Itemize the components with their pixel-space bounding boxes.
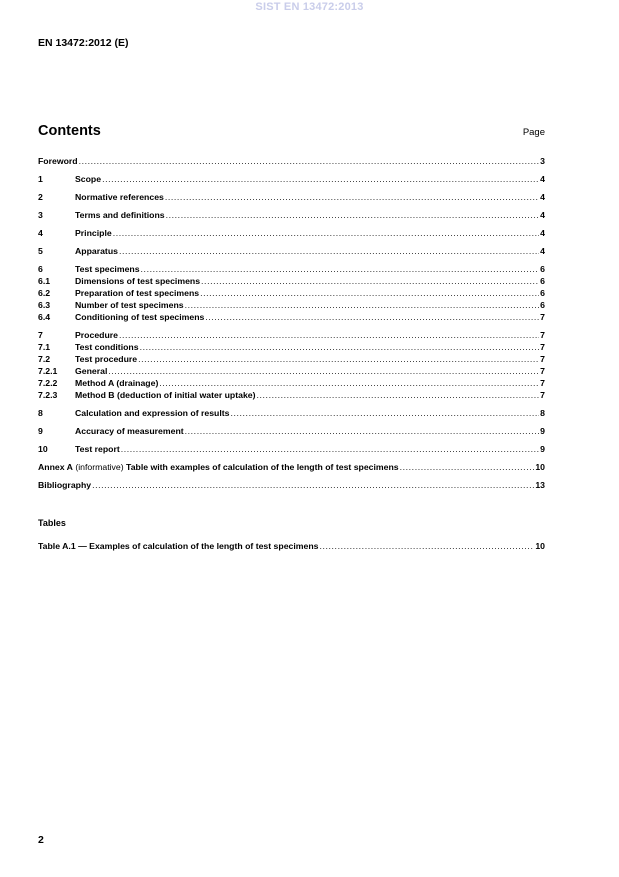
toc-entry-title: Test report: [75, 444, 120, 454]
toc-entry-number: 2: [38, 192, 43, 202]
page-column-heading: Page: [522, 127, 545, 138]
toc-entry-number: 4: [38, 228, 43, 238]
toc-entry-normative-references[interactable]: [38, 191, 545, 203]
toc-entry-number: 7.2.3: [38, 390, 58, 400]
toc-entry-page: 13: [535, 480, 545, 490]
toc-entry-number: 7.1: [38, 342, 51, 352]
leader-dots: [121, 443, 539, 455]
toc-entry-test-procedure[interactable]: [38, 353, 545, 365]
toc-entry-number: 7.2: [38, 354, 51, 364]
leader-dots: [257, 389, 540, 401]
leader-dots: [230, 407, 539, 419]
leader-dots: [119, 245, 539, 257]
leader-dots: [113, 227, 539, 239]
annex-label: Annex A: [38, 462, 73, 472]
toc-entry-conditioning[interactable]: [38, 311, 545, 323]
toc-entry-page: 7: [540, 390, 545, 400]
toc-entry-method-a[interactable]: [38, 377, 545, 389]
annex-note: (informative): [72, 462, 127, 472]
toc-entry-title: Normative references: [75, 192, 164, 202]
toc-entry-page: 4: [540, 174, 545, 184]
toc-entry-page: 6: [540, 288, 545, 298]
leader-dots: [92, 479, 534, 491]
toc-entry-page: 4: [540, 192, 545, 202]
leader-dots: [200, 287, 539, 299]
toc-entry-method-b[interactable]: [38, 389, 545, 401]
leader-dots: [201, 275, 539, 287]
toc-entry-title: Method A (drainage): [75, 378, 159, 388]
toc-entry-title: Bibliography: [38, 480, 92, 490]
leader-dots: [185, 425, 540, 437]
toc-entry-title: Test procedure: [75, 354, 138, 364]
leader-dots: [79, 155, 540, 167]
toc-entry-page: 4: [540, 210, 545, 220]
toc-entry-title: General: [75, 366, 108, 376]
toc-entry-number: 5: [38, 246, 43, 256]
toc-entry-page: 4: [540, 228, 545, 238]
toc-entry-number: 8: [38, 408, 43, 418]
toc-entry-number: 6.3: [38, 300, 51, 310]
toc-entry-test-conditions[interactable]: [38, 341, 545, 353]
toc-entry-title: Number of test specimens: [75, 300, 184, 310]
toc-entry-foreword[interactable]: [38, 155, 545, 167]
toc-entry-page: 7: [540, 378, 545, 388]
toc-entry-title: Accuracy of measurement: [75, 426, 184, 436]
toc-entry-number: 9: [38, 426, 43, 436]
table-of-contents: [38, 155, 545, 491]
tables-entry-page: 10: [535, 541, 545, 551]
toc-entry-page: 6: [540, 264, 545, 274]
toc-entry-procedure[interactable]: [38, 329, 545, 341]
toc-entry-scope[interactable]: [38, 173, 545, 185]
toc-entry-title: Method B (deduction of initial water uptake): [75, 390, 256, 400]
toc-entry-preparation[interactable]: [38, 287, 545, 299]
toc-entry-number: 6: [38, 264, 43, 274]
toc-entry-title: Conditioning of test specimens: [75, 312, 205, 322]
toc-entry-title: Principle: [75, 228, 112, 238]
toc-entry-bibliography[interactable]: [38, 479, 545, 491]
toc-entry-page: 10: [535, 462, 545, 472]
annex-title: Table with examples of calculation of the length of test specimens: [126, 462, 399, 472]
leader-dots: [102, 173, 539, 185]
toc-entry-apparatus[interactable]: [38, 245, 545, 257]
toc-entry-number: 6.4: [38, 312, 51, 322]
toc-entry-number: 10: [38, 444, 48, 454]
toc-entry-terms-definitions[interactable]: [38, 209, 545, 221]
toc-entry-title: Terms and definitions: [75, 210, 165, 220]
leader-dots: [138, 353, 539, 365]
toc-entry-number: 6.2: [38, 288, 51, 298]
toc-entry-page: 6: [540, 276, 545, 286]
leader-dots: [400, 461, 535, 473]
toc-entry-page: 7: [540, 354, 545, 364]
toc-entry-title: [38, 461, 399, 473]
toc-entry-title: Test specimens: [75, 264, 140, 274]
leader-dots: [165, 191, 539, 203]
list-of-tables: [38, 540, 545, 552]
toc-entry-page: 7: [540, 312, 545, 322]
toc-entry-page: 8: [540, 408, 545, 418]
toc-entry-title: Apparatus: [75, 246, 118, 256]
leader-dots: [319, 540, 534, 552]
toc-entry-title: Foreword: [38, 156, 78, 166]
toc-entry-page: 6: [540, 300, 545, 310]
toc-entry-title: Scope: [75, 174, 102, 184]
leader-dots: [140, 341, 540, 353]
toc-entry-number: 6.1: [38, 276, 51, 286]
toc-entry-page: 4: [540, 246, 545, 256]
tables-entry-title: Table A.1 — Examples of calculation of the length of test specimens: [38, 541, 319, 551]
watermark: SIST EN 13472:2013: [255, 1, 364, 13]
toc-entry-annex-a[interactable]: [38, 461, 545, 473]
page-number: 2: [38, 834, 44, 846]
leader-dots: [159, 377, 539, 389]
toc-entry-page: 7: [540, 330, 545, 340]
toc-entry-number: 1: [38, 174, 43, 184]
toc-entry-page: 9: [540, 444, 545, 454]
toc-entry-page: 9: [540, 426, 545, 436]
toc-entry-number: 7: [38, 330, 43, 340]
contents-heading: Contents: [38, 123, 101, 139]
toc-entry-test-specimens[interactable]: [38, 263, 545, 275]
leader-dots: [119, 329, 539, 341]
leader-dots: [108, 365, 539, 377]
leader-dots: [141, 263, 540, 275]
toc-entry-accuracy[interactable]: [38, 425, 545, 437]
document-id: EN 13472:2012 (E): [38, 37, 129, 49]
toc-entry-title: Procedure: [75, 330, 118, 340]
tables-entry-a1[interactable]: [38, 540, 545, 552]
toc-entry-dimensions[interactable]: [38, 275, 545, 287]
toc-entry-number: 7.2.1: [38, 366, 58, 376]
toc-entry-general[interactable]: [38, 365, 545, 377]
toc-entry-page: 7: [540, 366, 545, 376]
toc-entry-test-report[interactable]: [38, 443, 545, 455]
toc-entry-title: Test conditions: [75, 342, 139, 352]
tables-heading: Tables: [38, 518, 66, 528]
toc-entry-title: Dimensions of test specimens: [75, 276, 201, 286]
toc-entry-principle[interactable]: [38, 227, 545, 239]
toc-entry-number: 3: [38, 210, 43, 220]
leader-dots: [205, 311, 539, 323]
toc-entry-number: 7.2.2: [38, 378, 58, 388]
toc-entry-calculation[interactable]: [38, 407, 545, 419]
toc-entry-title: Preparation of test specimens: [75, 288, 200, 298]
toc-entry-title: Calculation and expression of results: [75, 408, 230, 418]
toc-entry-page: 7: [540, 342, 545, 352]
leader-dots: [185, 299, 540, 311]
toc-entry-number-of-specimens[interactable]: [38, 299, 545, 311]
leader-dots: [166, 209, 540, 221]
toc-entry-page: 3: [540, 156, 545, 166]
